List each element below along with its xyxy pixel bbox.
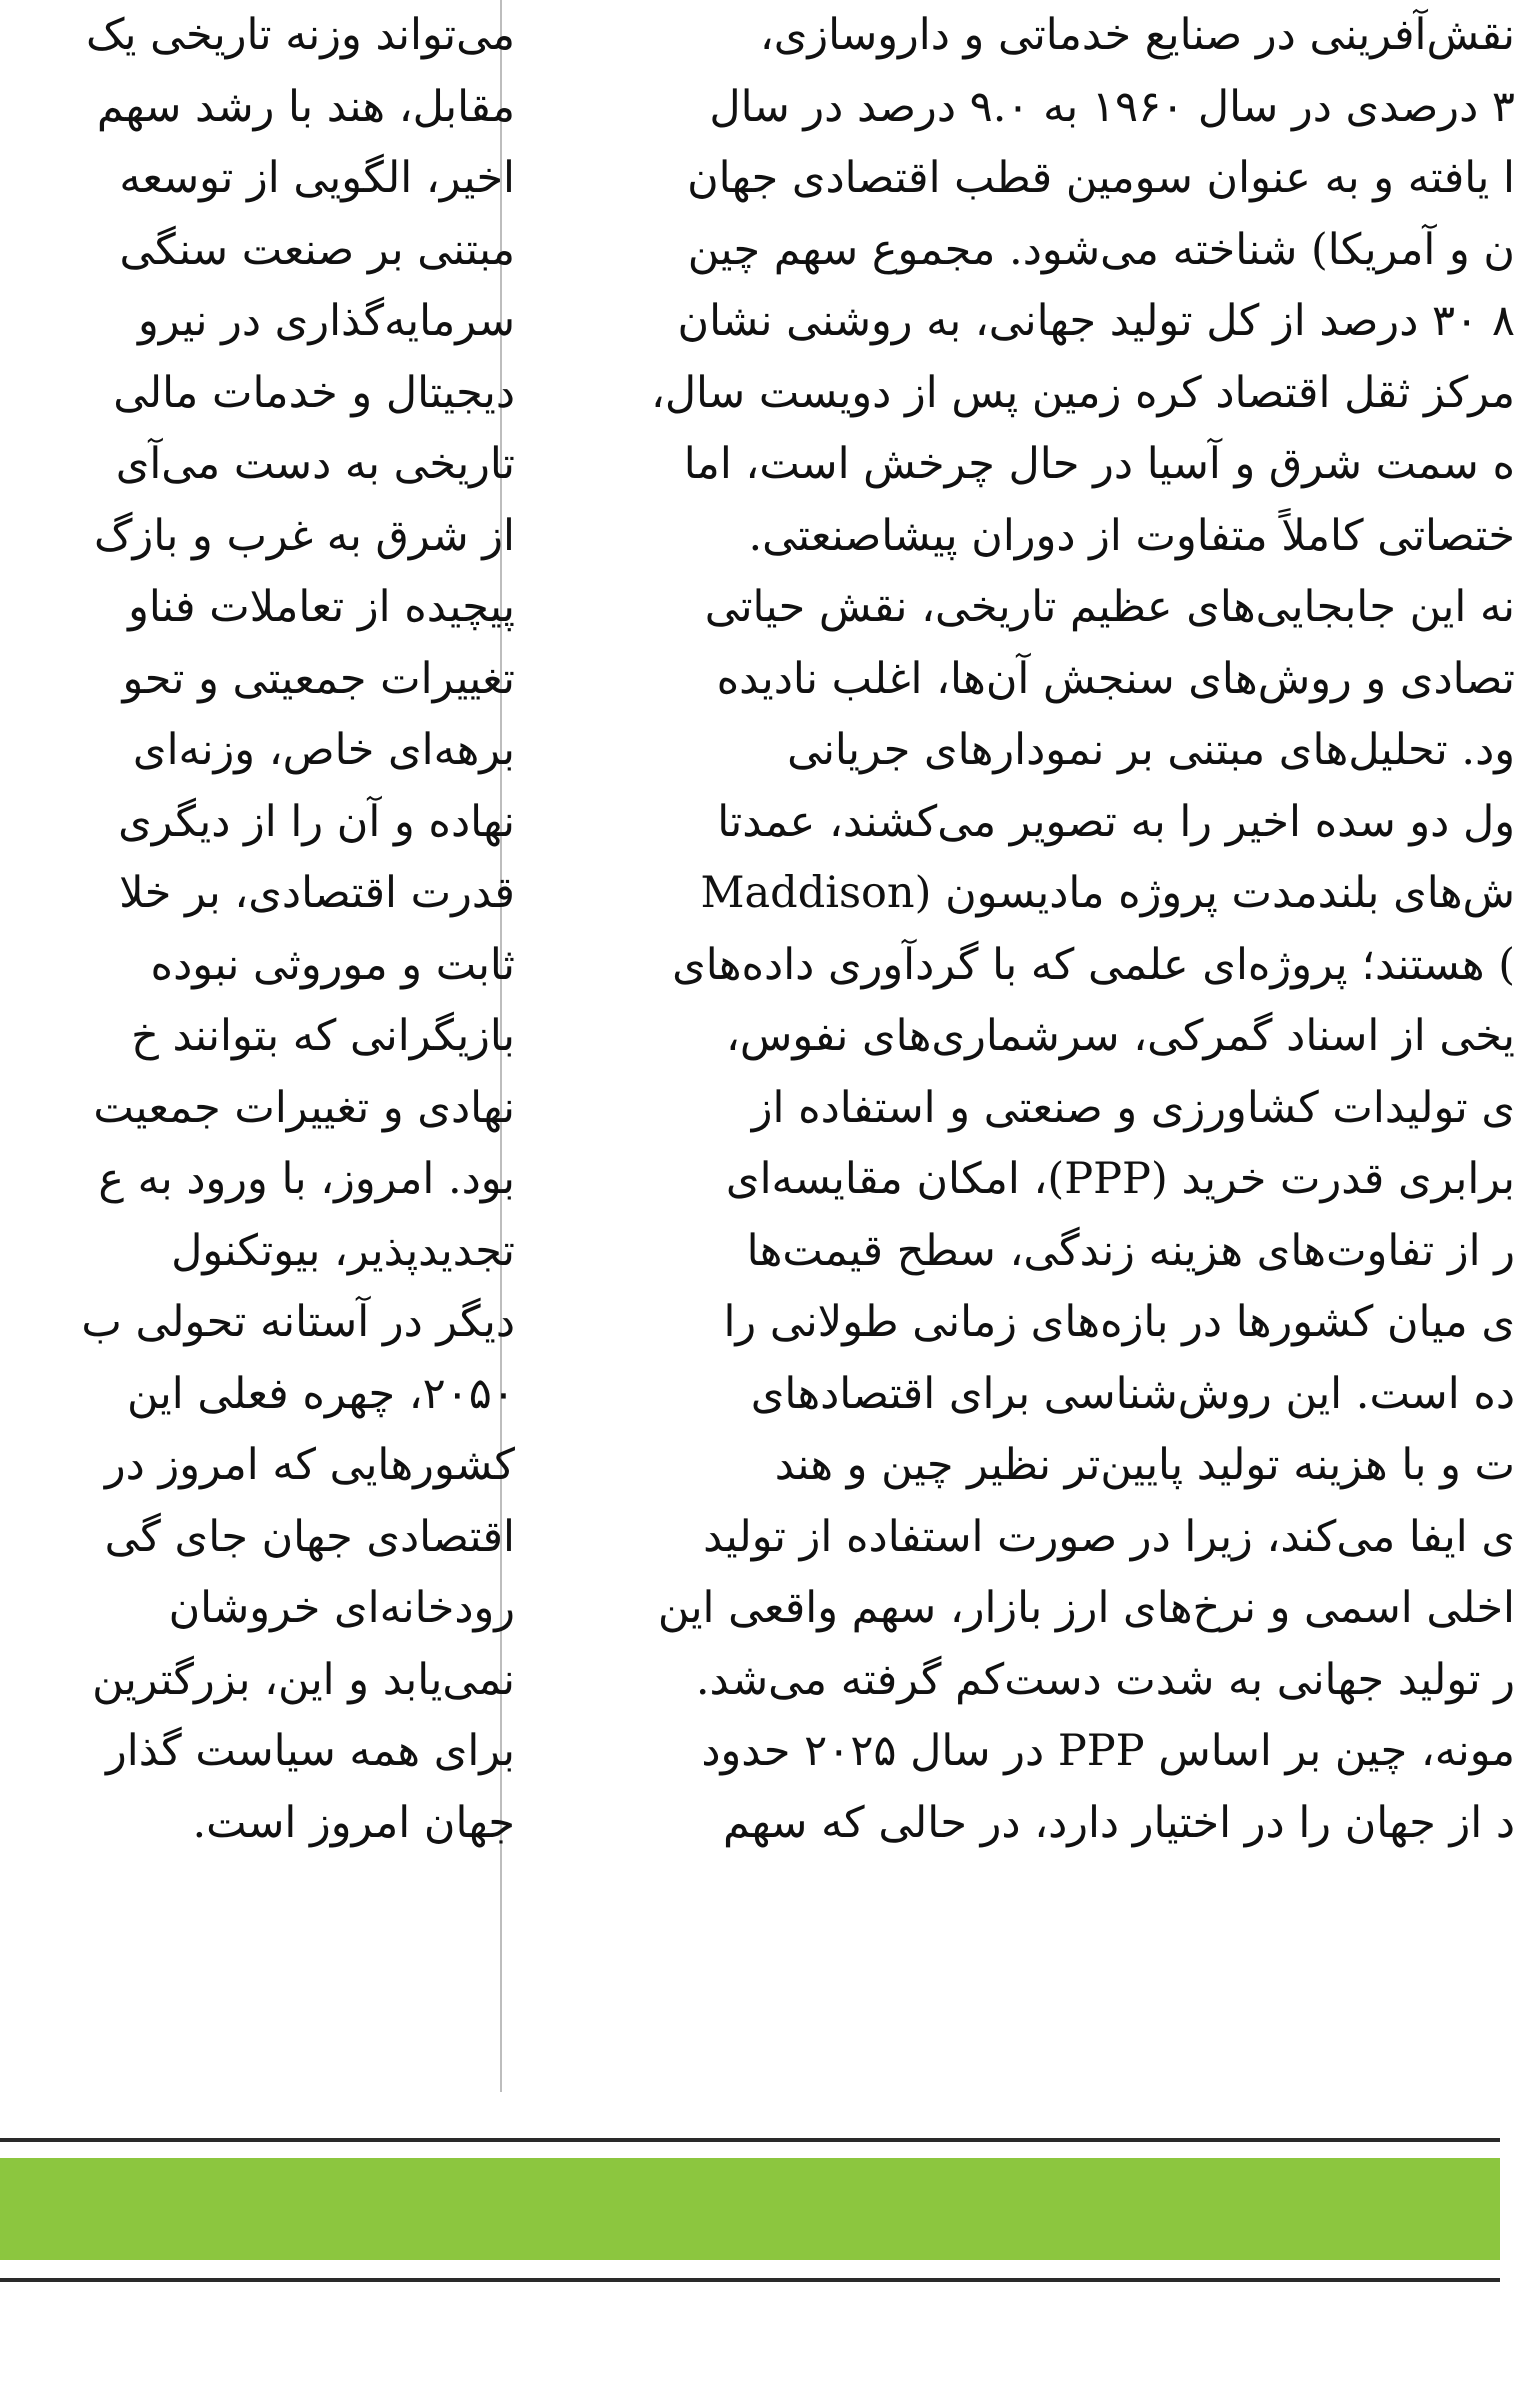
article-line: اخلی اسمی و نرخ‌های ارز بازار، سهم واقعی این bbox=[657, 1583, 1515, 1633]
article-line: پیچیده از تعاملات فناو bbox=[128, 582, 515, 632]
article-line: مرکز ثقل اقتصاد کره زمین پس از دویست سال، bbox=[650, 367, 1515, 418]
article-line: ی تولیدات کشاورزی و صنعتی و استفاده از bbox=[751, 1082, 1515, 1133]
article-line: یخی از اسناد گمرکی، سرشماری‌های نفوس، bbox=[726, 1011, 1515, 1061]
article-line: تصادی و روش‌های سنجش آن‌ها، اغلب نادیده bbox=[716, 653, 1515, 704]
article-line: ش‌های بلندمدت پروژه مادیسون (Maddison bbox=[700, 868, 1515, 918]
footer-rule-bottom bbox=[0, 2278, 1500, 2282]
article-line: د از جهان را در اختیار دارد، در حالی که سهم bbox=[722, 1797, 1515, 1848]
article-line: برهه‌ای خاص، وزنه‌ای bbox=[132, 725, 515, 775]
article-line: ول دو سده اخیر را به تصویر می‌کشند، عمدتا bbox=[717, 796, 1515, 847]
article-line: نقش‌آفرینی در صنایع خدماتی و داروسازی، bbox=[759, 10, 1515, 60]
article-line: اقتصادی جهان جای گی bbox=[104, 1511, 515, 1562]
footer-green-band bbox=[0, 2158, 1500, 2260]
article-line: از شرق به غرب و بازگ bbox=[94, 510, 515, 561]
article-line: می‌تواند وزنه تاریخی یک bbox=[86, 10, 515, 60]
article-column-left bbox=[0, 0, 515, 1859]
article-line: دیگر در آستانه تحولی ب bbox=[81, 1297, 515, 1347]
article-line: بود. امروز، با ورود به ع bbox=[98, 1154, 515, 1204]
article-column-right bbox=[583, 0, 1515, 1859]
article-line: مونه، چین بر اساس PPP در سال ۲۰۲۵ حدود bbox=[701, 1726, 1515, 1776]
article-line: ثابت و موروثی نبوده bbox=[150, 939, 515, 990]
article-line: اخیر، الگویی از توسعه bbox=[119, 153, 515, 203]
article-line: ۳ درصدی در سال ۱۹۶۰ به ۹.۰ درصد در سال bbox=[709, 81, 1515, 132]
article-line: ده است. این روش‌شناسی برای اقتصادهای bbox=[750, 1368, 1515, 1419]
article-line: ن و آمریکا) شناخته می‌شود. مجموع سهم چین bbox=[687, 224, 1515, 275]
article-line: ر از تفاوت‌های هزینه زندگی، سطح قیمت‌ها bbox=[746, 1225, 1515, 1276]
article-line: قدرت اقتصادی، بر خلا bbox=[119, 868, 515, 918]
article-line: ۸ ۳۰ درصد از کل تولید جهانی، به روشنی نشان bbox=[677, 296, 1515, 346]
article-line: کشورهایی که امروز در bbox=[104, 1440, 515, 1490]
article-line: ه سمت شرق و آسیا در حال چرخش است، اما bbox=[683, 439, 1515, 489]
article-line: تغییرات جمعیتی و تحو bbox=[122, 653, 515, 704]
article-line: ت و با هزینه تولید پایین‌تر نظیر چین و هند bbox=[774, 1440, 1515, 1490]
article-line: تجدیدپذیر، بیوتکنول bbox=[171, 1225, 515, 1276]
article-line: جهان امروز است. bbox=[192, 1797, 515, 1848]
article-line: ا یافته و به عنوان سومین قطب اقتصادی جهان bbox=[687, 153, 1515, 203]
article-line: مبتنی بر صنعت سنگی bbox=[119, 224, 515, 275]
article-line: دیجیتال و خدمات مالی bbox=[113, 367, 515, 418]
article-line: ختصاتی کاملاً متفاوت از دوران پیشاصنعتی. bbox=[748, 510, 1515, 561]
footer-rule-top bbox=[0, 2138, 1500, 2142]
article-line: ر تولید جهانی به شدت دست‌کم گرفته می‌شد. bbox=[695, 1654, 1515, 1705]
article-line: ود. تحلیل‌های مبتنی بر نمودارهای جریانی bbox=[787, 725, 1515, 775]
article-line: تاریخی به دست می‌آی bbox=[115, 439, 515, 489]
article-line: سرمایه‌گذاری در نیرو bbox=[137, 296, 515, 346]
article-line: ) هستند؛ پروژه‌ای علمی که با گردآوری داده‌های bbox=[672, 939, 1515, 990]
article-line: بازیگرانی که بتوانند خ bbox=[131, 1011, 515, 1061]
article-line: برابری قدرت خرید (PPP)، امکان مقایسه‌ای bbox=[725, 1154, 1515, 1204]
article-line: برای همه سیاست گذار bbox=[105, 1726, 515, 1776]
article-line: نهاده و آن را از دیگری bbox=[118, 796, 515, 847]
article-line: رودخانه‌ای خروشان bbox=[168, 1583, 515, 1633]
article-line: مقابل، هند با رشد سهم bbox=[96, 81, 515, 132]
article-line: نمی‌یابد و این، بزرگترین bbox=[92, 1654, 515, 1705]
article-line: ۲۰۵۰، چهره فعلی این bbox=[127, 1368, 515, 1419]
article-line: ی میان کشورها در بازه‌های زمانی طولانی را bbox=[723, 1297, 1515, 1347]
article-line: ی ایفا می‌کند، زیرا در صورت استفاده از تولید bbox=[703, 1511, 1515, 1562]
article-line: نهادی و تغییرات جمعیت bbox=[93, 1082, 515, 1133]
article-line: نه این جابجایی‌های عظیم تاریخی، نقش حیاتی bbox=[704, 582, 1515, 632]
